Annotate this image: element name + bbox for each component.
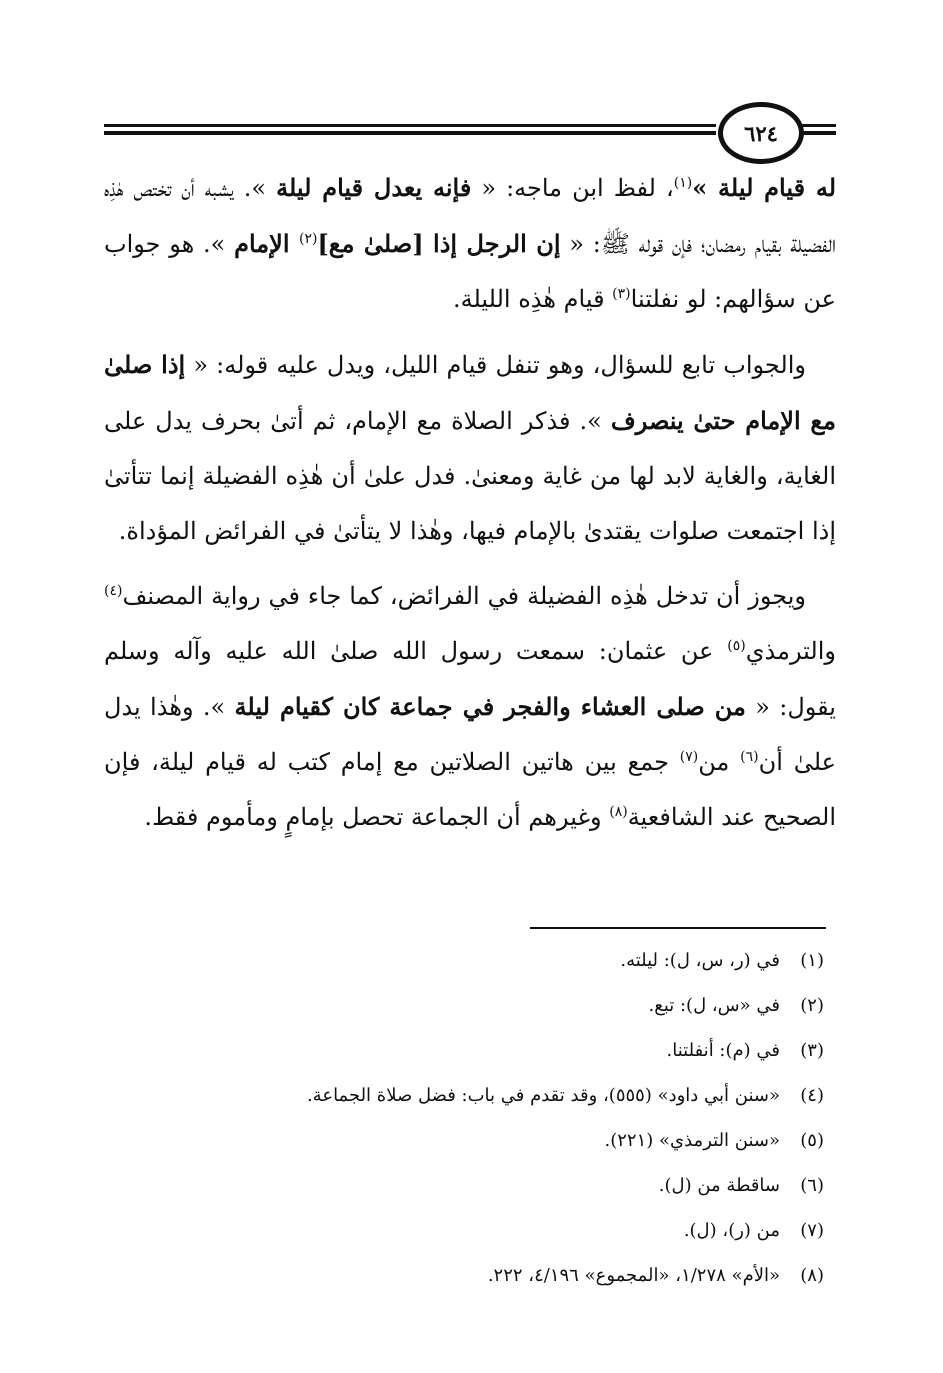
quote-bold: من صلى العشاء والفجر في جماعة كان كقيام ليلة bbox=[234, 692, 746, 721]
footnote-number: (٣) bbox=[800, 1040, 824, 1061]
footnote-8 bbox=[104, 1253, 824, 1298]
footnote-7 bbox=[104, 1208, 824, 1253]
footnote-ref: (٨) bbox=[609, 804, 628, 820]
quote-bold: الإمام bbox=[234, 229, 299, 258]
text-run: ويجوز أن تدخل هٰذِه الفضيلة في الفرائض، كما جاء في رواية المصنف bbox=[122, 582, 806, 610]
page-number: ٦٢٤ bbox=[718, 102, 804, 164]
text-run: من bbox=[698, 748, 741, 776]
footnote-number: (٢) bbox=[800, 995, 824, 1016]
footnote-text: من (ر)، (ل). bbox=[683, 1220, 780, 1241]
header-rule-bottom bbox=[104, 131, 716, 135]
footnote-number: (١) bbox=[800, 950, 824, 971]
footnote-4 bbox=[104, 1073, 824, 1118]
footnote-text: في (ر، س، ل): ليلته. bbox=[620, 950, 780, 971]
footnote-number: (٦) bbox=[800, 1175, 824, 1196]
footnote-separator bbox=[530, 927, 826, 929]
text-run: ». فذكر الصلاة مع الإمام، ثم أتىٰ بحرف يدل على الغاية، والغاية لابد لها من غاية ومعنىٰ. فدل علىٰ أن هٰذِه الفضيلة إنما تتأتىٰ إذا اجتمعت صلوات يقتدىٰ بالإمام فيها، وهٰذا لا يتأتىٰ في الفرائض المؤداة. bbox=[104, 407, 836, 545]
text-run: جمع بين هاتين الصلاتين مع إمام كتب له قيام ليلة، فإن الصحيح عند الشافعية bbox=[104, 748, 836, 831]
footnote-3 bbox=[104, 1028, 824, 1073]
footnote-number: (٨) bbox=[800, 1265, 824, 1286]
footnote-2 bbox=[104, 983, 824, 1028]
footnote-ref: (٣) bbox=[612, 286, 631, 302]
footnote-text: «سنن الترمذي» (٢٢١). bbox=[604, 1130, 780, 1151]
footnote-5 bbox=[104, 1118, 824, 1163]
footnote-number: (٥) bbox=[800, 1130, 824, 1151]
footnote-text: ساقطة من (ل). bbox=[658, 1175, 780, 1196]
main-text bbox=[104, 160, 836, 845]
text-run: قيام هٰذِه الليلة. bbox=[452, 285, 613, 313]
paragraph-1 bbox=[104, 160, 836, 327]
header-rule-right-top bbox=[799, 124, 836, 127]
footnote-number: (٤) bbox=[800, 1085, 824, 1106]
text-run: عن عثمان: سمعت رسول الله صلىٰ الله عليه وآله وسلم يقول: « bbox=[104, 637, 836, 721]
footnotes bbox=[104, 938, 824, 1298]
text-run: ». وهٰذا يدل علىٰ أن bbox=[104, 693, 836, 776]
footnote-number: (٧) bbox=[800, 1220, 824, 1241]
quote-bold: إن الرجل إذا [صلىٰ مع] bbox=[317, 229, 561, 258]
footnote-text: في «س، ل): تبع. bbox=[648, 995, 780, 1016]
footnote-1 bbox=[104, 938, 824, 983]
quote-bold: فإنه يعدل قيام ليلة bbox=[276, 173, 472, 202]
footnote-text: «الأم» ١/٢٧٨، «المجموع» ٤/١٩٦، ٢٢٢. bbox=[487, 1265, 780, 1286]
text-run: ، لفظ ابن ماجه: « bbox=[471, 174, 674, 202]
paragraph-3 bbox=[104, 569, 836, 845]
footnote-ref: (١) bbox=[673, 175, 693, 191]
text-run: والجواب تابع للسؤال، وهو تنفل قيام الليل، ويدل عليه قوله: « bbox=[185, 351, 806, 379]
text-run: ». هو جواب عن سؤالهم: لو نفلتنا bbox=[104, 230, 836, 313]
text-run: ». يشبه أن تختص هٰذِه الفضيلة بقيام رمضان؛ فإن قوله ﷺ: « bbox=[104, 174, 837, 258]
quote-bold: له قيام ليلة » bbox=[692, 173, 837, 202]
footnote-ref: (٦) bbox=[740, 749, 759, 765]
footnote-ref: (٥) bbox=[727, 638, 746, 654]
footnote-ref: (٤) bbox=[104, 583, 123, 599]
paragraph-2 bbox=[104, 337, 836, 559]
footnote-ref: (٧) bbox=[679, 749, 699, 765]
text-run: والترمذي bbox=[745, 637, 836, 665]
quote-bold: إذا صلىٰ مع الإمام حتىٰ ينصرف bbox=[104, 350, 836, 435]
text-run: وغيرهم أن الجماعة تحصل بإمامٍ ومأموم فقط. bbox=[144, 803, 610, 831]
header-rule-right-bottom bbox=[799, 131, 836, 135]
footnote-text: في (م): أنفلتنا. bbox=[666, 1040, 780, 1061]
footnote-ref: (٢) bbox=[298, 231, 318, 247]
header-rule-top bbox=[104, 124, 716, 127]
footnote-6 bbox=[104, 1163, 824, 1208]
footnote-text: «سنن أبي داود» (٥٥٥)، وقد تقدم في باب: فضل صلاة الجماعة. bbox=[306, 1085, 780, 1106]
